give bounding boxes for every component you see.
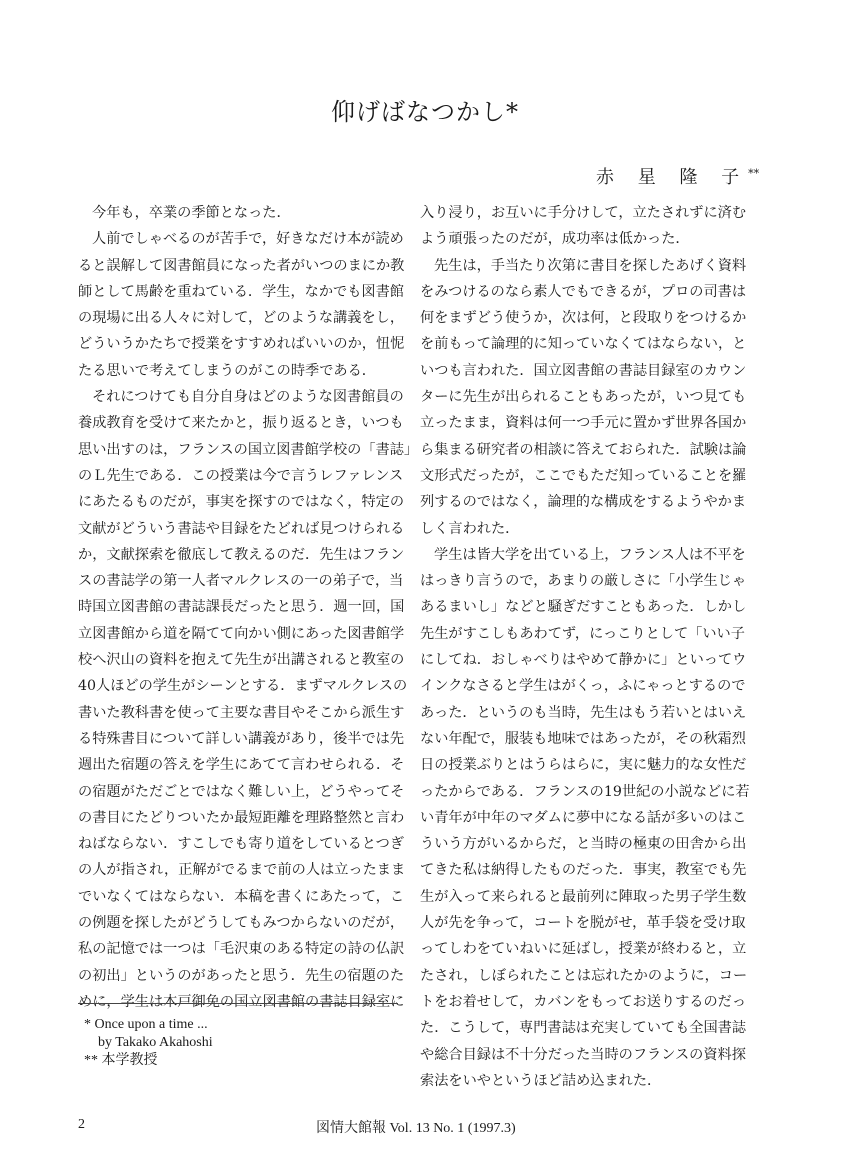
text-line: の人が指され，正解がでるまで前の人は立ったまま xyxy=(78,862,406,879)
text-line: ると誤解して図書館員になった者がいつのまにか教 xyxy=(78,257,405,274)
text-line: 校へ沢山の資料を抱えて先生が出講されると教室の xyxy=(78,652,405,669)
text-line: にしてね．おしゃべりはやめて静かに」といってウ xyxy=(420,652,747,669)
journal-citation: 図情大館報 Vol. 13 No. 1 (1997.3) xyxy=(316,1121,516,1136)
text-line: 私の記憶では一つは「毛沢東のある特定の詩の仏訳 xyxy=(78,941,405,958)
text-line: 週出た宿題の答えを学生にあてて言わせられる．そ xyxy=(78,757,405,774)
text-line: 文形式だったが，ここでもただ知っていることを羅 xyxy=(420,467,747,484)
text-line: ターに先生が出られることもあったが，いつ見ても xyxy=(420,389,747,406)
text-line: 立図書館から道を隔てて向かい側にあった図書館学 xyxy=(78,625,405,642)
text-line: 思い出すのは，フランスの国立図書館学校の「書誌」 xyxy=(78,441,419,458)
text-line: 立ったまま，資料は何一つ手元に置かず世界各国か xyxy=(420,415,747,432)
text-line: の書目にたどりついたか最短距離を理路整然と言わ xyxy=(78,809,405,826)
text-line: の宿題がただごとではなく難しい上，どうやってそ xyxy=(78,783,405,800)
paragraph xyxy=(78,226,405,384)
text-line: ったからである．フランスの19世紀の小説などに若 xyxy=(420,783,750,800)
text-line: トをお着せして，カバンをもってお送りするのだっ xyxy=(420,993,747,1010)
text-line: はっきり言うので，あまりの厳しさに「小学生じゃ xyxy=(420,573,747,590)
paragraph xyxy=(78,200,398,226)
text-line: や総合目録は不十分だった当時のフランスの資料探 xyxy=(420,1046,746,1063)
text-line: 先生は，手当たり次第に書目を探したあげく資料 xyxy=(434,257,747,274)
text-line: 人前でしゃべるのが苦手で，好きなだけ本が読め xyxy=(92,231,404,248)
text-line: 養成教育を受けて来たかと，振り返るとき，いつも xyxy=(78,415,404,432)
text-line: ない年配で，服装も地味ではあったが，その秋霜烈 xyxy=(420,730,746,747)
text-line: てきた私は納得したものだった．事実，教室でも先 xyxy=(420,862,747,879)
paragraph xyxy=(420,200,747,253)
text-line: ねばならない．すこしでも寄り道をしているとつぎ xyxy=(78,836,405,853)
text-line: たされ，しぼられたことは忘れたかのように，コー xyxy=(420,967,748,984)
text-line: ら集まる研究者の相談に答えておられた．試験は論 xyxy=(420,441,747,458)
text-line: よう頑張ったのだが，成功率は低かった． xyxy=(420,231,690,248)
page-number: 2 xyxy=(78,1117,85,1132)
left-column xyxy=(78,200,419,1015)
text-line: の例題を探したがどうしてもみつからないのだが， xyxy=(78,915,405,932)
text-line: 40人ほどの学生がシーンとする．まずマルクレスの xyxy=(78,678,408,695)
text-line: どういうかたちで授業をすすめればいいのか，忸怩 xyxy=(78,336,405,353)
text-line: 日の授業ぶりとはうらはらに，実に魅力的な女性だ xyxy=(420,757,747,774)
text-line: の現場に出る人々に対して，どのような講義をし， xyxy=(78,310,405,327)
text-line: 書いた教科書を使って主要な書目やそこから派生す xyxy=(78,704,405,721)
text-line: 列するのではなく，論理的な構成をするようやかま xyxy=(420,494,747,511)
text-line: あった．というのも当時，先生はもう若いとはいえ xyxy=(420,704,747,721)
paragraph xyxy=(78,384,419,1015)
text-line: を前もって論理的に知っていなくてはならない，と xyxy=(420,336,747,353)
text-line: 師として馬齢を重ねている．学生，なかでも図書館 xyxy=(78,283,404,300)
text-line: ってしわをていねいに延ばし，授業が終わると，立 xyxy=(420,941,747,958)
text-line: でいなくてはならない．本稿を書くにあたって，こ xyxy=(78,888,405,905)
text-line: 人が先を争って，コートを脱がせ，革手袋を受け取 xyxy=(420,915,746,932)
author-line xyxy=(596,163,759,189)
paragraph xyxy=(420,253,747,542)
footnote-divider xyxy=(78,1003,398,1004)
author-footnote-mark: ** xyxy=(748,167,760,180)
text-line: たる思いで考えてしまうのがこの時季である． xyxy=(78,362,376,379)
text-line: 何をまずどう使うか，次は何，と段取りをつけるか xyxy=(420,310,747,327)
text-line: 生が入って来られると最前列に陣取った男子学生数 xyxy=(420,888,747,905)
text-line: か，文献探索を徹底して教えるのだ．先生はフラン xyxy=(78,546,405,563)
text-line: スの書誌学の第一人者マルクレスの一の弟子で，当 xyxy=(78,573,404,590)
text-line: 索法をいやというほど詰め込まれた． xyxy=(420,1072,662,1089)
footnote-author-byline: by Takako Akahoshi xyxy=(98,1035,213,1050)
article-title: 仰げばなつかし* xyxy=(331,98,519,126)
text-line: の初出」というのがあったと思う．先生の宿題のた xyxy=(78,967,405,984)
text-line: 文献がどういう書誌や目録をたどれば見つけられる xyxy=(78,520,405,537)
text-line: それにつけても自分自身はどのような図書館員の xyxy=(92,389,404,406)
footnote-author-affiliation: ** 本学教授 xyxy=(84,1053,158,1068)
text-line: インクなさると学生はがくっ，ふにゃっとするので xyxy=(420,678,746,695)
text-line: しく言われた． xyxy=(420,520,520,537)
text-line: いつも言われた．国立図書館の書誌目録室のカウン xyxy=(420,362,747,379)
text-line: めに，学生は木戸御免の国立図書館の書誌目録室に xyxy=(78,993,405,1010)
text-line: る特殊書目について詳しい講義があり，後半では先 xyxy=(78,730,405,747)
right-column xyxy=(420,200,750,1094)
text-line: 学生は皆大学を出ている上，フランス人は不平を xyxy=(434,546,746,563)
text-line: にあたるものだが，事実を探すのではなく，特定の xyxy=(78,494,405,511)
text-line: 時国立図書館の書誌課長だったと思う．週一回，国 xyxy=(78,599,405,616)
text-line: 先生がすこしもあわてず，にっこりとして「いい子 xyxy=(420,625,745,642)
footnote-title-translation: * Once upon a time ... xyxy=(84,1017,208,1032)
text-line: 今年も，卒業の季節となった． xyxy=(92,205,291,221)
footnotes xyxy=(84,1016,213,1070)
text-line: た．こうして，専門書誌は充実していても全国書誌 xyxy=(420,1020,747,1037)
text-line: あるまいし」などと騒ぎだすこともあった．しかし xyxy=(420,599,747,616)
text-line: をみつけるのなら素人でもできるが，プロの司書は xyxy=(420,283,747,300)
text-line: い青年が中年のマダムに夢中になる話が多いのはこ xyxy=(420,809,747,826)
text-line: のＬ先生である．この授業は今で言うレファレンス xyxy=(78,467,404,484)
text-line: 入り浸り，お互いに手分けして，立たされずに済む xyxy=(420,205,747,221)
text-line: ういう方がいるからだ，と当時の極東の田舎から出 xyxy=(420,836,747,853)
paragraph xyxy=(420,542,750,1094)
author-name: 赤 星 隆 子 xyxy=(596,167,749,188)
